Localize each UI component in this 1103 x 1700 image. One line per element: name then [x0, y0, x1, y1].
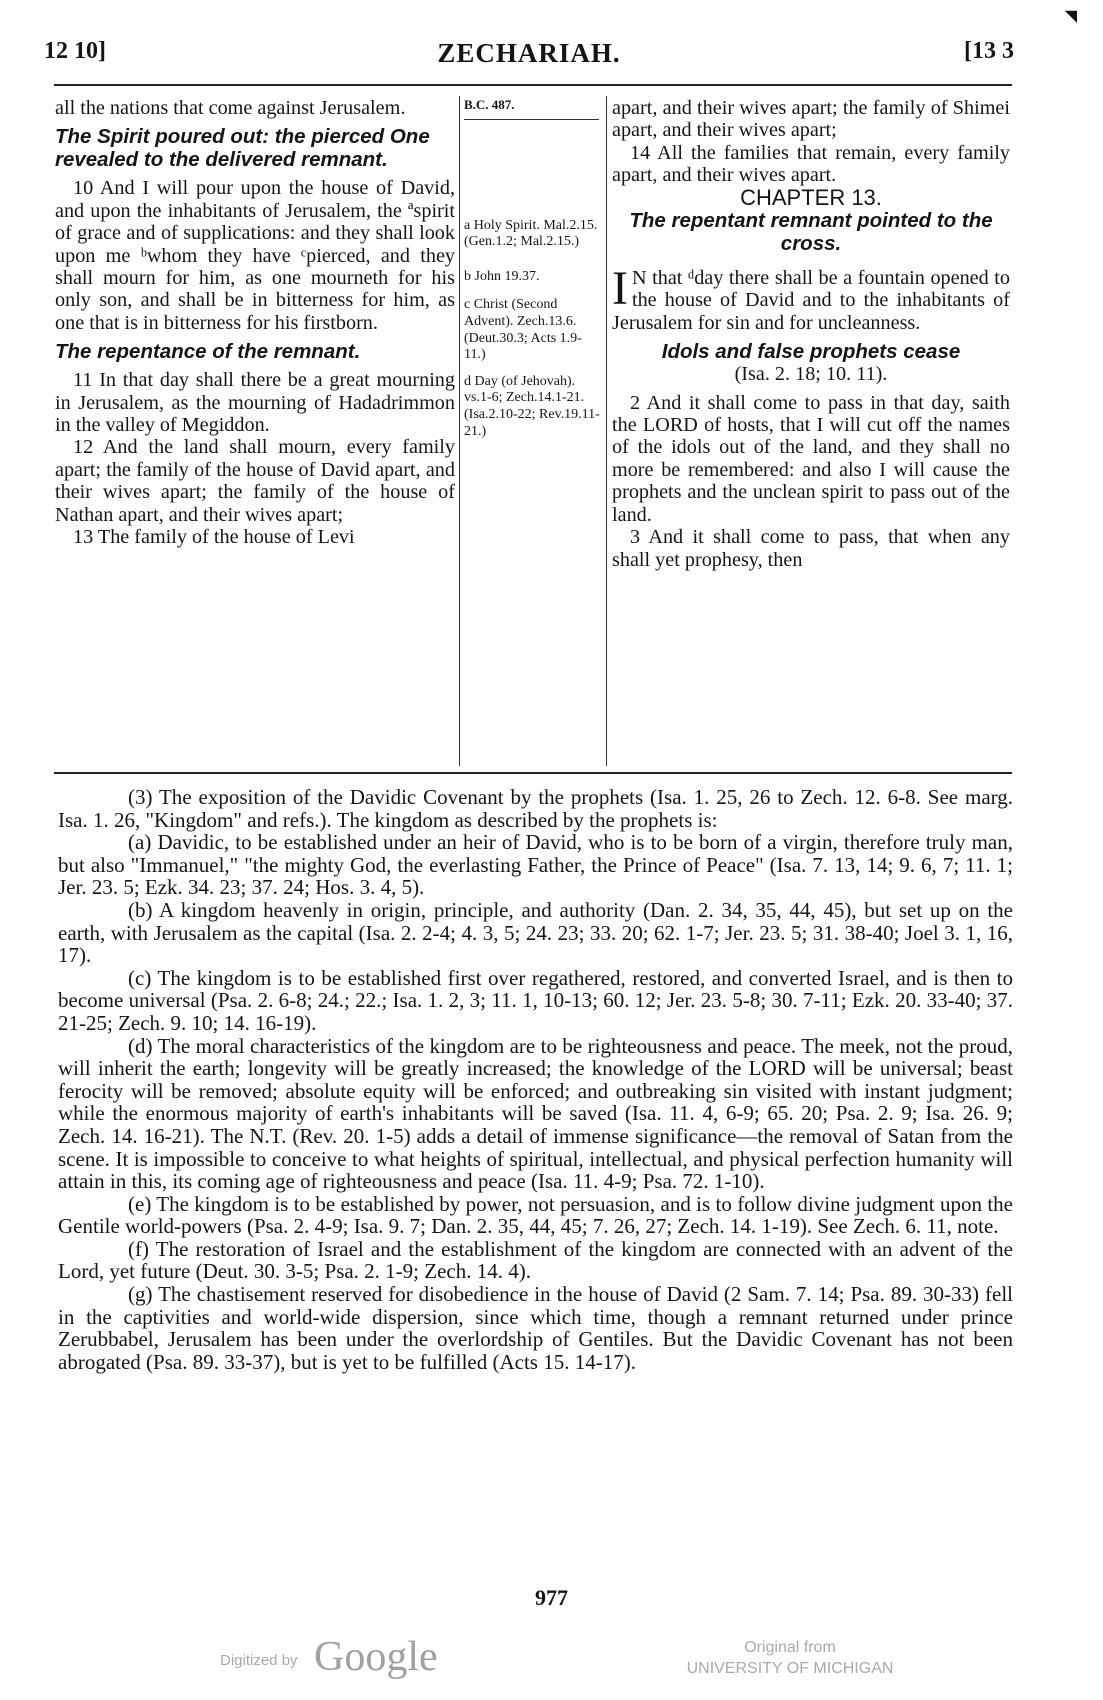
- footnote-paragraph: (c) The kingdom is to be established first over regathered, restored, and converted Israel, and is then to become universal (Psa. 2. 6-8; 24.; 22.; Isa. 1. 2, 3; 11. 1, 10-13; 60. 12; Jer. 23. 5-8; 30. 7-11; Ezk. 20. 33-40; 37. 21-25; Zech. 9. 10; 14. 16-19).: [58, 965, 1013, 1035]
- footnote-paragraph: (e) The kingdom is to be established by power, not persuasion, and is to follow divine judgment upon the Gentile world-powers (Psa. 2. 4-9; Isa. 9. 7; Dan. 2. 35, 44, 45; 7. 26, 27; Zech. 14. 1-19). See Zech. 6. 11, note.: [58, 1191, 1013, 1239]
- verse-text: 3 And it shall come to pass, that when any shall yet prophesy, then: [612, 526, 1010, 571]
- footnote-paragraph: (3) The exposition of the Davidic Covenant by the prophets (Isa. 1. 25, 26 to Zech. 12. 6-8. See marg. Isa. 1. 26, "Kingdom" and refs.). The kingdom as described by the prophets is:: [58, 785, 1013, 832]
- margin-reference-d: d Day (of Jehovah). vs.1-6; Zech.14.1-21. (Isa.2.10-22; Rev.19.11-21.): [464, 373, 600, 439]
- footnote-paragraph: (b) A kingdom heavenly in origin, principle, and authority (Dan. 2. 34, 35, 44, 45), but set up on the earth, with Jerusalem as the capital (Isa. 2. 2-4; 4. 3, 5; 24. 23; 33. 20; 62. 1-7; Jer. 23. 5; 31. 38-40; Joel 3. 1, 16, 17).: [58, 897, 1013, 968]
- footnote-paragraph: (d) The moral characteristics of the kingdom are to be righteousness and peace. The meek, not the proud, will inherit the earth; longevity will be greatly increased; the knowledge of the LORD will be universal; beast ferocity will be removed; absolute equity will be enforced; and outbreaking sin visited with instant judgment; while the enormous majority of earth's inhabitants will be saved (Isa. 11. 4, 6-9; 65. 20; Psa. 2. 9; Isa. 26. 9; Zech. 14. 16-21). The N.T. (Rev. 20. 1-5) adds a detail of immense significance—the removal of Satan from the scene. It is impossible to conceive to what heights of spiritual, intellectual, and physical perfection humanity will attain in this, its coming age of righteousness and peace (Isa. 11. 4-9; Psa. 72. 1-10).: [58, 1033, 1013, 1194]
- right-text-column: [612, 97, 1010, 571]
- verse-text: 10 And I will pour upon the house of David, and upon the inhabitants of Jerusalem, the ªspirit of grace and of supplications: and they shall look upon me ᵇwhom they have ᶜpierced, and they shall mourn for him, as one mourneth for his only son, and shall be in bitterness for him, as one that is in bitterness for his firstborn.: [55, 177, 455, 334]
- page-number: 977: [535, 1585, 568, 1610]
- verse-text: 11 In that day shall there be a great mourning in Jerusalem, as the mourning of Hadadrimmon in the valley of Megiddon.: [55, 369, 455, 437]
- verse-text-body: N that ᵈday there shall be a fountain opened to the house of David and to the inhabitants of Jerusalem for sin and for uncleanness.: [612, 267, 1010, 334]
- running-header: [44, 38, 1014, 78]
- left-text-column: [55, 97, 455, 549]
- margin-date: B.C. 487.: [464, 97, 515, 112]
- footnote-rule: [54, 772, 1012, 774]
- verse-text: 13 The family of the house of Levi: [73, 526, 355, 549]
- google-logo: Google: [314, 1634, 438, 1680]
- book-title: ZECHARIAH.: [437, 38, 621, 68]
- footnote-paragraph: (g) The chastisement reserved for disobedience in the house of David (2 Sam. 7. 14; Psa. 89. 30-33) fell in the captivities and world-wide dispersion, since which time, though a remnant returned under prince Zerubbabel, Jerusalem has been under the overlordship of Gentiles. But the Davidic Covenant has not been abrogated (Psa. 89. 33-37), but is yet to be fulfilled (Acts 15. 14-17).: [58, 1282, 1013, 1374]
- footnote-block: [58, 786, 1013, 1373]
- verse-text: 12 And the land shall mourn, every family apart; the family of the house of David apart, and their wives apart; the family of the house of Nathan apart, and their wives apart;: [55, 436, 455, 526]
- margin-reference-a: a Holy Spirit. Mal.2.15. (Gen.1.2; Mal.2.15.): [464, 217, 598, 250]
- heading-references: (Isa. 2. 18; 10. 11).: [734, 363, 888, 386]
- footnote-paragraph: (f) The restoration of Israel and the establishment of the kingdom are connected with an advent of the Lord, yet future (Deut. 30. 3-5; Psa. 2. 1-9; Zech. 14. 4).: [58, 1236, 1013, 1284]
- header-rule: [54, 84, 1012, 86]
- section-heading: The repentant remnant pointed to the cross.: [629, 209, 993, 256]
- chapter-heading: CHAPTER 13.: [740, 184, 882, 210]
- verse-text: apart, and their wives apart; the family of Shimei apart, and their wives apart;: [612, 97, 1010, 142]
- university-name: UNIVERSITY OF MICHIGAN: [686, 1660, 894, 1677]
- digitized-by-label: Digitized by: [220, 1652, 298, 1669]
- reference-column: [464, 97, 602, 440]
- margin-reference-b: b John 19.37.: [464, 268, 540, 284]
- verse-text: 14 All the families that remain, every family apart, and their wives apart.: [612, 141, 1010, 187]
- section-heading: The repentance of the remnant.: [55, 340, 361, 364]
- original-source-label: [660, 1637, 920, 1679]
- margin-reference-c: c Christ (Second Advent). Zech.13.6. (Deut.30.3; Acts 1.9-11.): [464, 297, 582, 363]
- header-left-ref: 12 10]: [44, 38, 106, 64]
- drop-cap: I: [612, 262, 628, 316]
- column-divider-right: [606, 96, 607, 766]
- footnote-paragraph: (a) Davidic, to be established under an heir of David, who is to be born of a virgin, therefore truly man, but also "Immanuel," "the mighty God, the everlasting Father, the Prince of Peace" (Isa. 7. 13, 14; 9. 6, 7; 11. 1; Jer. 23. 5; Ezk. 34. 23; 37. 24; Hos. 3. 4, 5).: [58, 830, 1013, 900]
- section-heading: The Spirit poured out: the pierced One revealed to the delivered remnant.: [55, 125, 430, 172]
- verse-text: [612, 262, 1010, 334]
- section-heading: Idols and false prophets cease: [661, 340, 961, 364]
- verse-text: 2 And it shall come to pass in that day, saith the LORD of hosts, that I will cut off the names of the idols out of the land, and they shall no more be remembered: and also I will cause the prophets and the unclean spirit to pass out of the land.: [612, 391, 1010, 526]
- column-divider-left: [459, 96, 460, 766]
- original-from-text: Original from: [744, 1639, 836, 1656]
- verse-text: all the nations that come against Jerusalem.: [55, 97, 406, 119]
- corner-mark-icon: ◥: [1064, 8, 1077, 25]
- header-right-ref: [13 3: [964, 38, 1014, 64]
